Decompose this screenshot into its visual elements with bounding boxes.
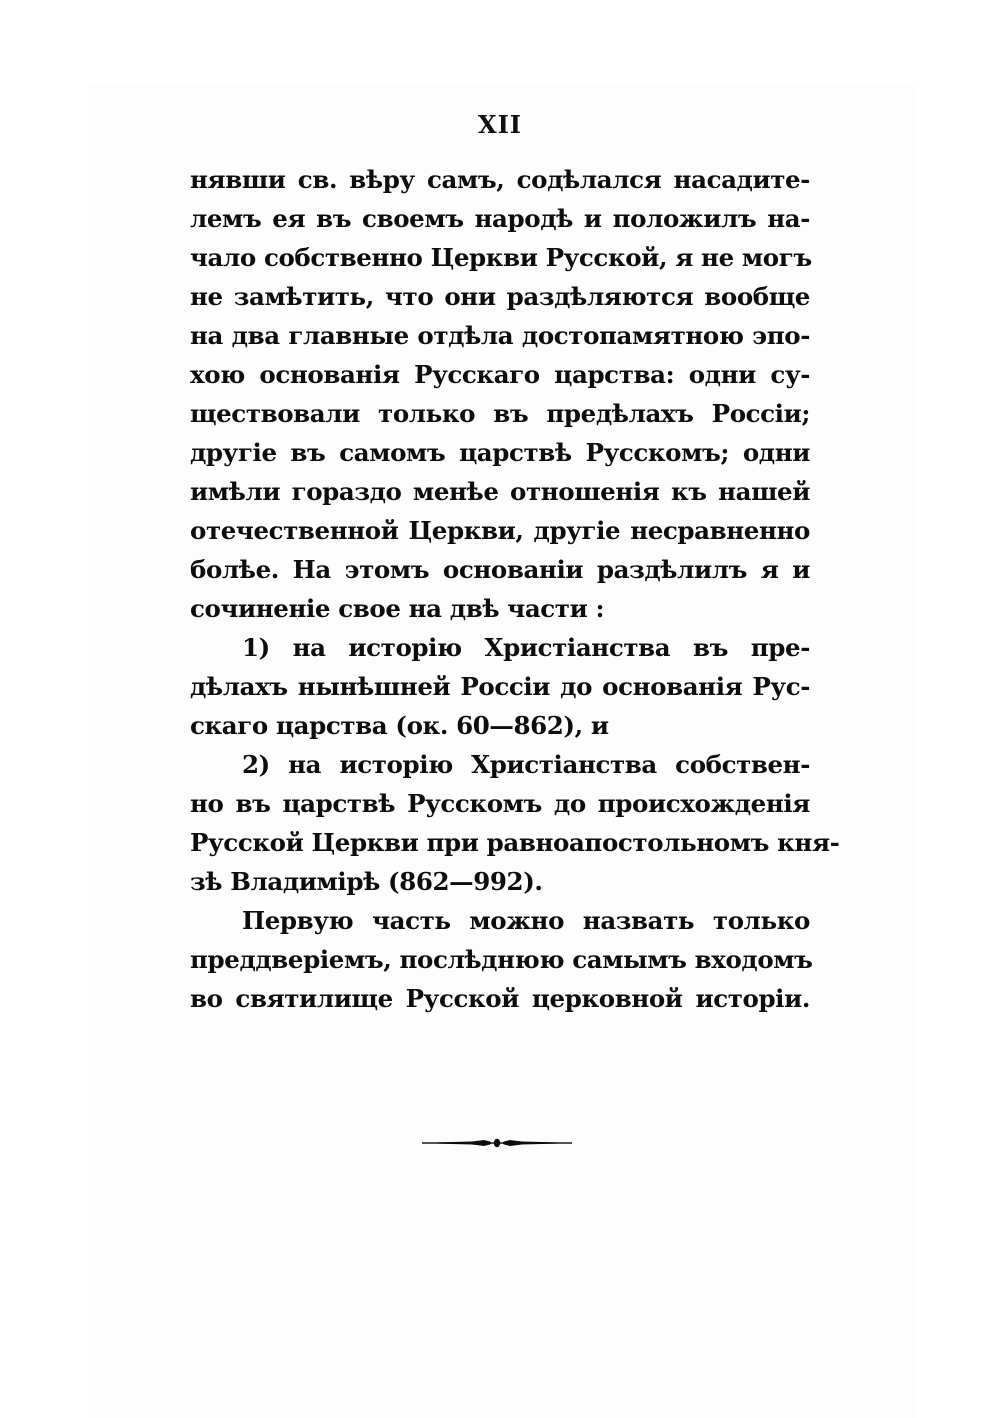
text-line: на два главные отдѣла достопамятною эпо- <box>190 321 810 350</box>
text-line: лемъ ея въ своемъ народѣ и положилъ на- <box>190 204 810 233</box>
text-line: скаго царства (ок. 60—862), и <box>190 711 609 740</box>
text-line: имѣли гораздо менѣе отношенія къ нашей <box>190 477 810 506</box>
text-line: чало собственно Церкви Русской, я не могъ <box>190 243 812 272</box>
text-line: сочиненіе свое на двѣ части : <box>190 594 605 623</box>
text-line: нявши св. вѣру самъ, содѣлался насадите- <box>190 165 810 194</box>
paragraph-start-line: Первую часть можно назвать только <box>242 906 810 935</box>
text-line: дѣлахъ нынѣшней Россіи до основанія Рус- <box>190 672 810 701</box>
text-line: но въ царствѣ Русскомъ до происхожденія <box>190 789 810 818</box>
text-line: хою основанія Русскаго царства: одни су- <box>190 360 810 389</box>
text-line: во святилище Русской церковной исторіи. <box>190 984 810 1013</box>
text-line: преддверіемъ, послѣднюю самымъ входомъ <box>190 945 813 974</box>
decorative-rule-icon <box>422 1135 572 1151</box>
text-line: не замѣтить, что они раздѣляются вообще <box>190 282 810 311</box>
list-item-1-line: 1) на исторію Христіанства въ пре- <box>242 633 810 662</box>
body-text <box>190 160 840 1018</box>
text-line: отечественной Церкви, другіе несравненно <box>190 516 810 545</box>
text-line: другіе въ самомъ царствѣ Русскомъ; одни <box>190 438 810 467</box>
text-line: болѣе. На этомъ основаніи раздѣлилъ я и <box>190 555 810 584</box>
list-item-2-line: 2) на исторію Христіанства собствен- <box>242 750 810 779</box>
text-line: ществовали только въ предѣлахъ Россіи; <box>190 399 810 428</box>
text-line: Русской Церкви при равноапостольномъ кня- <box>190 828 840 857</box>
page-number: XII <box>477 110 523 139</box>
text-line: зѣ Владимірѣ (862—992). <box>190 867 543 896</box>
